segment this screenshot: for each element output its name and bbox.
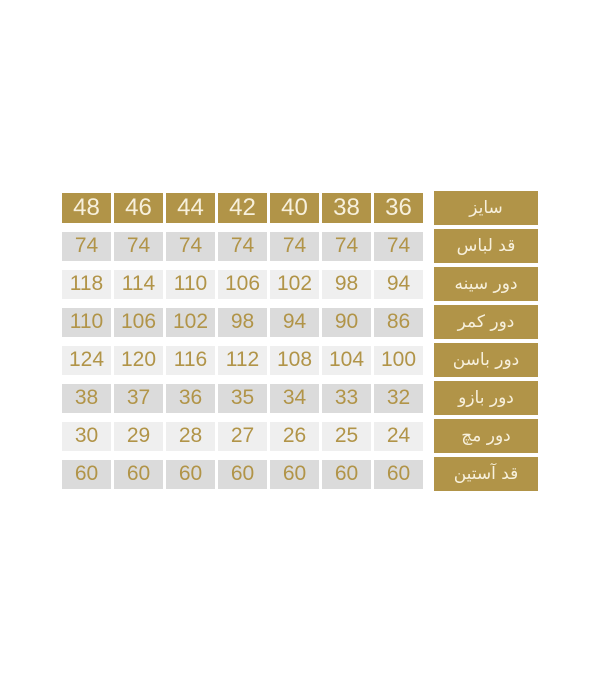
value-cell: 110 xyxy=(62,308,111,337)
value-cell: 120 xyxy=(114,346,163,375)
value-cell: 60 xyxy=(218,460,267,489)
value-cell: 60 xyxy=(62,460,111,489)
size-cell: 36 xyxy=(374,193,423,223)
value-cell: 35 xyxy=(218,384,267,413)
value-cell: 108 xyxy=(270,346,319,375)
row-label: دور سینه xyxy=(434,267,538,301)
row-label: قد آستین xyxy=(434,457,538,491)
value-cell: 74 xyxy=(374,232,423,261)
row-label: دور مچ xyxy=(434,419,538,453)
table-row xyxy=(62,341,538,379)
value-cell: 94 xyxy=(270,308,319,337)
size-chart-table xyxy=(62,189,538,493)
value-cell: 60 xyxy=(322,460,371,489)
table-row xyxy=(62,189,538,227)
value-cell: 74 xyxy=(114,232,163,261)
value-cell: 28 xyxy=(166,422,215,451)
value-cell: 114 xyxy=(114,270,163,299)
table-row xyxy=(62,227,538,265)
value-cell: 34 xyxy=(270,384,319,413)
size-cell: 38 xyxy=(322,193,371,223)
value-cell: 60 xyxy=(166,460,215,489)
row-label: سایز xyxy=(434,191,538,225)
row-label: دور باسن xyxy=(434,343,538,377)
value-cell: 36 xyxy=(166,384,215,413)
value-cell: 112 xyxy=(218,346,267,375)
table-row xyxy=(62,379,538,417)
value-cell: 29 xyxy=(114,422,163,451)
value-cell: 90 xyxy=(322,308,371,337)
table-row xyxy=(62,265,538,303)
row-label: قد لباس xyxy=(434,229,538,263)
value-cell: 106 xyxy=(218,270,267,299)
table-row xyxy=(62,303,538,341)
value-cell: 124 xyxy=(62,346,111,375)
value-cell: 33 xyxy=(322,384,371,413)
value-cell: 94 xyxy=(374,270,423,299)
value-cell: 118 xyxy=(62,270,111,299)
value-cell: 74 xyxy=(62,232,111,261)
size-cell: 42 xyxy=(218,193,267,223)
value-cell: 24 xyxy=(374,422,423,451)
value-cell: 26 xyxy=(270,422,319,451)
value-cell: 60 xyxy=(270,460,319,489)
size-cell: 48 xyxy=(62,193,111,223)
value-cell: 30 xyxy=(62,422,111,451)
value-cell: 74 xyxy=(322,232,371,261)
value-cell: 104 xyxy=(322,346,371,375)
value-cell: 60 xyxy=(114,460,163,489)
value-cell: 74 xyxy=(270,232,319,261)
value-cell: 116 xyxy=(166,346,215,375)
row-label: دور کمر xyxy=(434,305,538,339)
value-cell: 37 xyxy=(114,384,163,413)
value-cell: 102 xyxy=(166,308,215,337)
value-cell: 25 xyxy=(322,422,371,451)
size-cell: 40 xyxy=(270,193,319,223)
value-cell: 106 xyxy=(114,308,163,337)
value-cell: 32 xyxy=(374,384,423,413)
value-cell: 60 xyxy=(374,460,423,489)
size-cell: 46 xyxy=(114,193,163,223)
value-cell: 110 xyxy=(166,270,215,299)
value-cell: 98 xyxy=(218,308,267,337)
size-cell: 44 xyxy=(166,193,215,223)
value-cell: 38 xyxy=(62,384,111,413)
value-cell: 100 xyxy=(374,346,423,375)
value-cell: 86 xyxy=(374,308,423,337)
value-cell: 74 xyxy=(218,232,267,261)
value-cell: 74 xyxy=(166,232,215,261)
value-cell: 102 xyxy=(270,270,319,299)
value-cell: 27 xyxy=(218,422,267,451)
value-cell: 98 xyxy=(322,270,371,299)
table-row xyxy=(62,455,538,493)
table-row xyxy=(62,417,538,455)
row-label: دور بازو xyxy=(434,381,538,415)
